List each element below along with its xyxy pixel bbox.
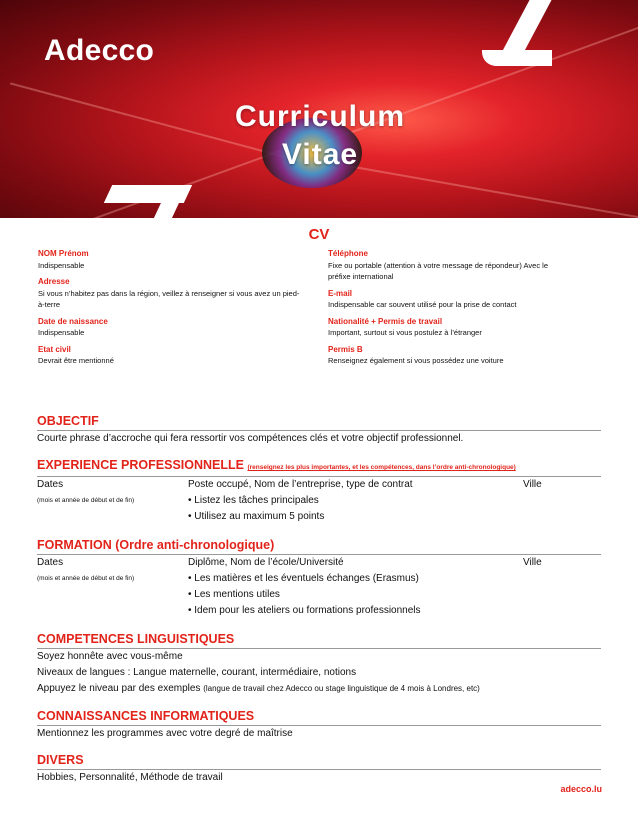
field-label: E-mail bbox=[328, 288, 353, 298]
title-line-1: Curriculum bbox=[234, 100, 406, 133]
field-value: Renseignez également si vous possédez une voiture bbox=[328, 356, 504, 365]
section-heading bbox=[37, 538, 601, 555]
footer-url: adecco.lu bbox=[560, 784, 602, 794]
field-label: Adresse bbox=[38, 277, 70, 286]
field-email bbox=[328, 288, 568, 311]
title-line-2: Vitae bbox=[281, 138, 359, 171]
experience-row bbox=[37, 509, 601, 525]
field-label: NOM Prénom bbox=[38, 249, 89, 258]
field-nationality bbox=[328, 316, 568, 339]
formation-heading: FORMATION bbox=[37, 538, 112, 552]
bullet-item: • Idem pour les ateliers ou formations professionnels bbox=[188, 603, 421, 619]
field-value: Fixe ou portable (attention à votre message de répondeur) Avec le préfixe international bbox=[328, 260, 548, 281]
bullet-item: • Listez les tâches principales bbox=[188, 493, 319, 509]
field-phone bbox=[328, 248, 568, 283]
deco-shape-right-base bbox=[482, 50, 552, 66]
page-title bbox=[200, 98, 440, 174]
field-value: Indispensable bbox=[38, 260, 85, 270]
experience-row bbox=[37, 493, 601, 509]
field-value: Si vous n’habitez pas dans la région, veillez à renseigner si vous avez un pied-à-terre bbox=[38, 288, 300, 309]
field-value: Indispensable car souvent utilisé pour la prise de contact bbox=[328, 300, 517, 309]
section-heading: COMPETENCES LINGUISTIQUES bbox=[37, 632, 601, 649]
dates-label: Dates bbox=[37, 557, 64, 568]
field-label: Nationalité + Permis de travail bbox=[328, 316, 443, 326]
section-langues bbox=[37, 632, 601, 697]
field-label: Permis B bbox=[328, 344, 363, 354]
langues-line-3 bbox=[37, 681, 601, 697]
bullet-item: • Les mentions utiles bbox=[188, 587, 280, 603]
field-name bbox=[38, 248, 300, 271]
experience-row bbox=[37, 477, 601, 493]
dates-sub: (mois et année de début et de fin) bbox=[37, 497, 135, 504]
formation-row bbox=[37, 587, 601, 603]
dates-sub: (mois et année de début et de fin) bbox=[37, 575, 135, 582]
bullet-item: • Utilisez au maximum 5 points bbox=[188, 509, 324, 525]
position-label: Poste occupé, Nom de l’entreprise, type de contrat bbox=[188, 479, 413, 490]
personal-info-left bbox=[38, 248, 300, 372]
city-label: Ville bbox=[523, 479, 542, 490]
section-objectif bbox=[37, 414, 601, 447]
cv-heading: CV bbox=[308, 226, 330, 243]
field-value: Devrait être mentionné bbox=[38, 356, 114, 365]
dates-label: Dates bbox=[37, 479, 64, 490]
formation-heading-sub: (Ordre anti-chronologique) bbox=[115, 538, 275, 552]
field-value: Indispensable bbox=[38, 328, 85, 337]
section-experience bbox=[37, 458, 601, 525]
personal-info-right bbox=[328, 248, 568, 372]
section-formation bbox=[37, 538, 601, 619]
field-birthdate bbox=[38, 316, 300, 339]
diploma-label: Diplôme, Nom de l’école/Université bbox=[188, 557, 344, 568]
section-heading bbox=[37, 458, 601, 477]
field-label: Etat civil bbox=[38, 344, 71, 354]
section-heading: CONNAISSANCES INFORMATIQUES bbox=[37, 709, 601, 726]
field-value: Important, surtout si vous postulez à l’étranger bbox=[328, 328, 482, 337]
field-civil-status bbox=[38, 344, 300, 367]
city-label: Ville bbox=[523, 557, 542, 568]
field-label: Date de naissance bbox=[38, 316, 108, 326]
section-heading: OBJECTIF bbox=[37, 414, 601, 431]
divers-text: Hobbies, Personnalité, Méthode de travail bbox=[37, 772, 223, 783]
experience-note: (renseignez les plus importantes, et les compétences, dans l’ordre anti-chronologique) bbox=[247, 464, 516, 471]
langues-line-2: Niveaux de langues : Langue maternelle, courant, intermédiaire, notions bbox=[37, 667, 357, 678]
section-heading: DIVERS bbox=[37, 753, 601, 770]
field-label: Téléphone bbox=[328, 249, 369, 258]
experience-heading: EXPERIENCE PROFESSIONNELLE bbox=[37, 458, 244, 472]
langues-line-1: Soyez honnête avec vous-même bbox=[37, 651, 183, 662]
section-divers bbox=[37, 753, 601, 786]
header-banner bbox=[0, 0, 638, 218]
field-address bbox=[38, 276, 300, 311]
adecco-logo: Adecco bbox=[44, 34, 155, 67]
bullet-item: • Les matières et les éventuels échanges (Erasmus) bbox=[188, 571, 419, 587]
section-informatique bbox=[37, 709, 601, 742]
formation-row bbox=[37, 571, 601, 587]
langues-line-3-note: (langue de travail chez Adecco ou stage linguistique de 4 mois à Londres, etc) bbox=[203, 684, 480, 693]
formation-row bbox=[37, 603, 601, 619]
langues-line-3-main: Appuyez le niveau par des exemples bbox=[37, 683, 201, 694]
informatique-text: Mentionnez les programmes avec votre degré de maîtrise bbox=[37, 728, 293, 739]
field-license bbox=[328, 344, 568, 367]
formation-row bbox=[37, 555, 601, 571]
objectif-text: Courte phrase d’accroche qui fera ressortir vos compétences clés et votre objectif professionnel. bbox=[37, 433, 464, 444]
